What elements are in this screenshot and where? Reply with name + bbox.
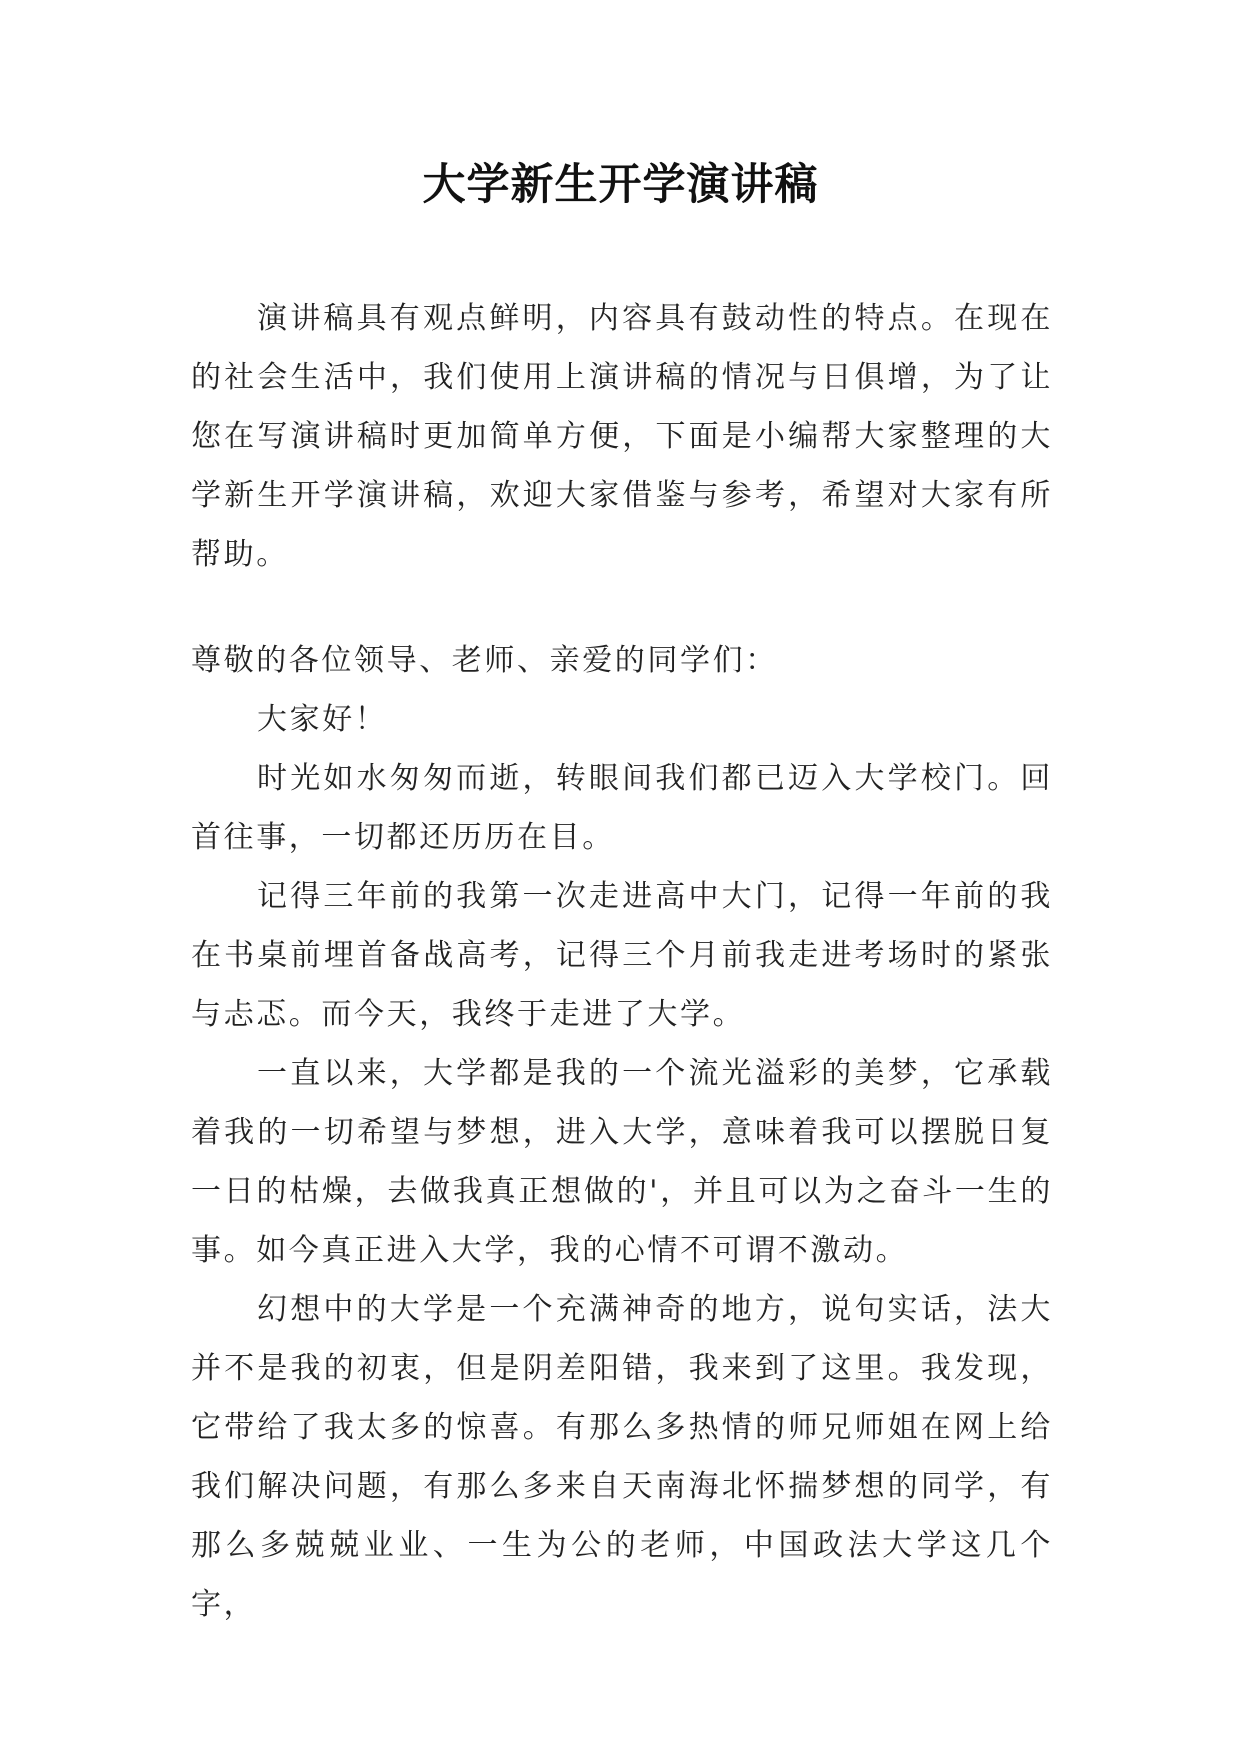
- speech-paragraph: 一直以来，大学都是我的一个流光溢彩的美梦，它承载着我的一切希望与梦想，进入大学，意味着我可以摆脱日复一日的枯燥，去做我真正想做的'，并且可以为之奋斗一生的事。如今真正进入大学，我的心情不可谓不激动。: [191, 1056, 1053, 1268]
- speech-paragraph: 时光如水匆匆而逝，转眼间我们都已迈入大学校门。回首往事，一切都还历历在目。: [191, 761, 1053, 855]
- speech-paragraph-greeting: 大家好！: [257, 702, 388, 737]
- intro-paragraph: 演讲稿具有观点鲜明，内容具有鼓动性的特点。在现在的社会生活中，我们使用上演讲稿的情况与日俱增，为了让您在写演讲稿时更加简单方便，下面是小编帮大家整理的大学新生开学演讲稿，欢迎大家借鉴与参考，希望对大家有所帮助。: [191, 301, 1053, 572]
- salutation: 尊敬的各位领导、老师、亲爱的同学们：: [191, 643, 778, 678]
- speech-body: [191, 690, 1053, 1634]
- speech-paragraph: 记得三年前的我第一次走进高中大门，记得一年前的我在书桌前埋首备战高考，记得三个月前我走进考场时的紧张与忐忑。而今天，我终于走进了大学。: [191, 879, 1053, 1032]
- document-title: 大学新生开学演讲稿: [422, 160, 819, 210]
- speech-paragraph: 幻想中的大学是一个充满神奇的地方，说句实话，法大并不是我的初衷，但是阴差阳错，我来到了这里。我发现，它带给了我太多的惊喜。有那么多热情的师兄师姐在网上给我们解决问题，有那么多来自天南海北怀揣梦想的同学，有那么多兢兢业业、一生为公的老师，中国政法大学这几个字，: [191, 1292, 1053, 1622]
